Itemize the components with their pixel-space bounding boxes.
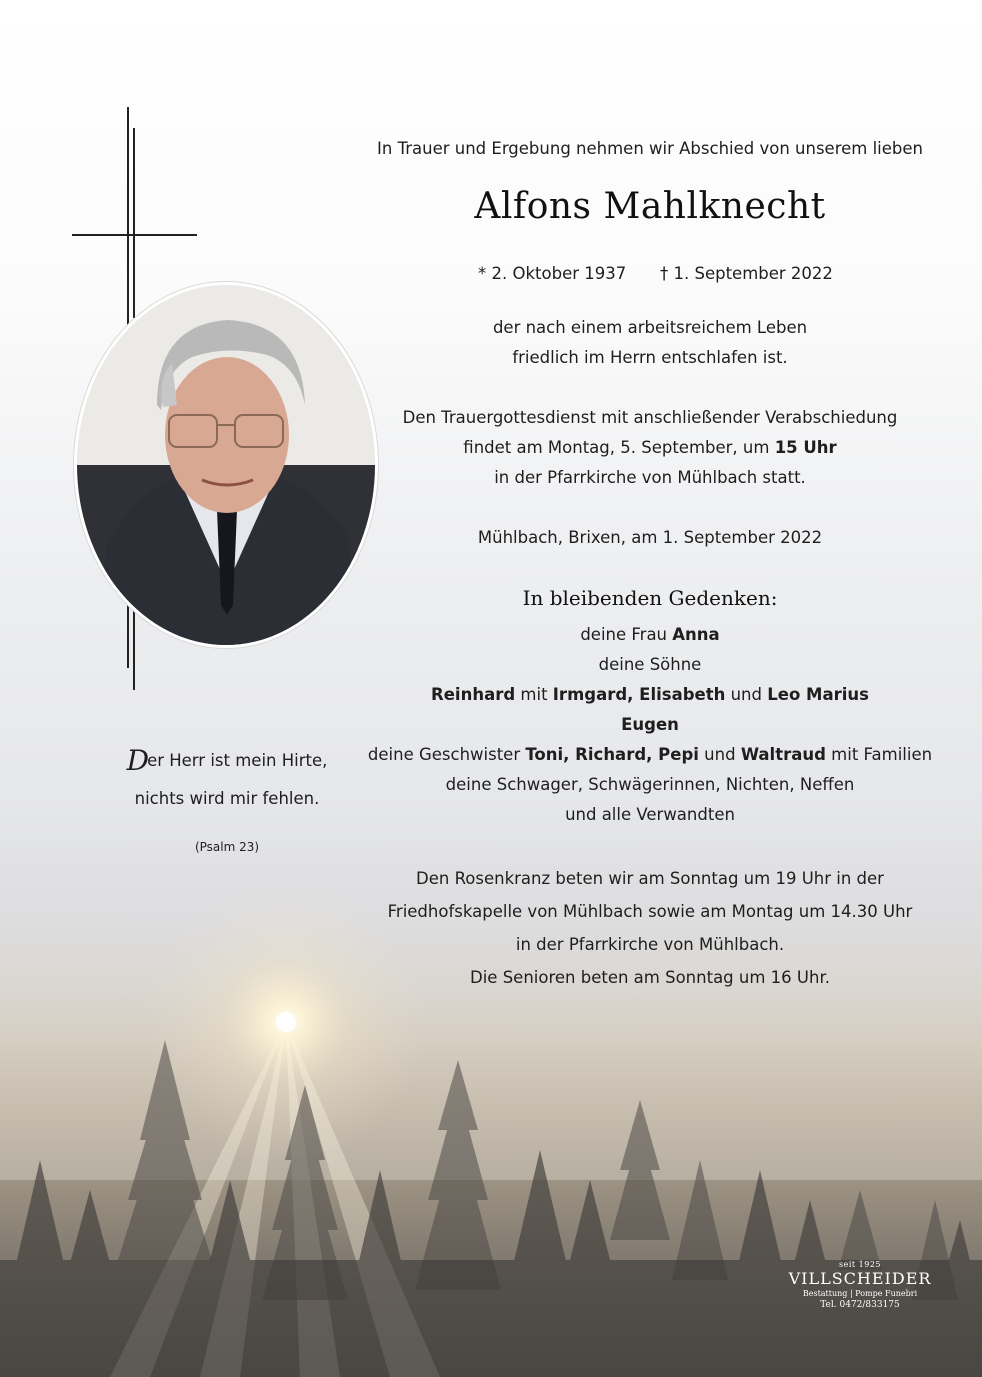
life-line-2: friedlich im Herrn entschlafen ist.	[512, 348, 788, 367]
mourner-wife	[340, 620, 960, 650]
psalm-line-1-text: er Herr ist mein Hirte,	[147, 751, 328, 770]
service-paragraph	[340, 403, 960, 493]
mourner-sons	[340, 680, 960, 710]
son-eugen: Eugen	[621, 715, 679, 734]
son-reinhard: Reinhard	[431, 685, 516, 704]
rosary-paragraph	[340, 862, 960, 994]
siblings-connector: und	[698, 745, 741, 764]
service-line-2	[340, 433, 960, 463]
cross-vertical-lower-inner	[133, 600, 135, 690]
sibling-waltraud: Waltraud	[740, 745, 826, 764]
mourner-sons-label: deine Söhne	[598, 655, 702, 674]
mourner-relatives: und alle Verwandten	[565, 805, 735, 824]
wife-prefix: deine Frau	[580, 625, 673, 644]
psalm-reference: (Psalm 23)	[194, 840, 260, 854]
rosary-line-3: in der Pfarrkirche von Mühlbach.	[515, 935, 785, 954]
mourner-siblings	[340, 740, 960, 770]
cross-horizontal-line	[72, 234, 197, 236]
psalm-initial: D	[126, 744, 150, 777]
funeral-home-logo	[780, 1260, 940, 1310]
psalm-line-2: nichts wird mir fehlen.	[134, 789, 320, 808]
service-time: 15 Uhr	[774, 438, 837, 457]
cross-vertical-line	[127, 107, 129, 327]
rosary-line-2: Friedhofskapelle von Mühlbach sowie am Montag um 14.30 Uhr	[387, 902, 913, 921]
logo-brand: VILLSCHEIDER	[788, 1269, 932, 1288]
psalm-line-1	[92, 744, 362, 777]
logo-phone: Tel. 0472/833175	[820, 1300, 900, 1310]
service-line-3: in der Pfarrkirche von Mühlbach statt.	[494, 468, 806, 487]
siblings-prefix: deine Geschwister	[367, 745, 526, 764]
cross-vertical-lower	[127, 600, 129, 668]
siblings-names: Toni, Richard, Pepi	[525, 745, 699, 764]
irmgard-elisabeth: Irmgard, Elisabeth	[552, 685, 726, 704]
place-date: Mühlbach, Brixen, am 1. September 2022	[477, 528, 823, 547]
memory-heading: In bleibenden Gedenken:	[522, 586, 778, 610]
wife-name: Anna	[672, 625, 720, 644]
sun	[276, 1012, 296, 1032]
rosary-line-1: Den Rosenkranz beten wir am Sonntag um 19 Uhr in der	[416, 869, 884, 888]
mourner-inlaws: deine Schwager, Schwägerinnen, Nichten, Neffen	[445, 775, 855, 794]
connector-und: und	[725, 685, 768, 704]
life-line-1: der nach einem arbeitsreichem Leben	[492, 318, 808, 337]
death-date: † 1. September 2022	[660, 264, 833, 283]
mourners-list	[340, 620, 960, 830]
deceased-name: Alfons Mahlknecht	[474, 186, 826, 227]
service-date-text: findet am Montag, 5. September, um	[463, 438, 775, 457]
rosary-line-4: Die Senioren beten am Sonntag um 16 Uhr.	[470, 968, 830, 987]
deceased-portrait	[74, 282, 378, 648]
service-line-1: Den Trauergottesdienst mit anschließender Verabschiedung	[402, 408, 898, 427]
logo-subtitle: Bestattung | Pompe Funebri	[802, 1289, 918, 1298]
cross-vertical-line-inner	[133, 128, 135, 318]
siblings-suffix: mit Familien	[825, 745, 933, 764]
birth-date: * 2. Oktober 1937	[478, 264, 627, 283]
logo-since: seit 1925	[838, 1260, 881, 1269]
life-paragraph	[340, 313, 960, 373]
son-leo-marius: Leo Marius	[767, 685, 869, 704]
intro-text: In Trauer und Ergebung nehmen wir Abschied von unserem lieben	[377, 139, 923, 158]
connector-mit: mit	[515, 685, 553, 704]
